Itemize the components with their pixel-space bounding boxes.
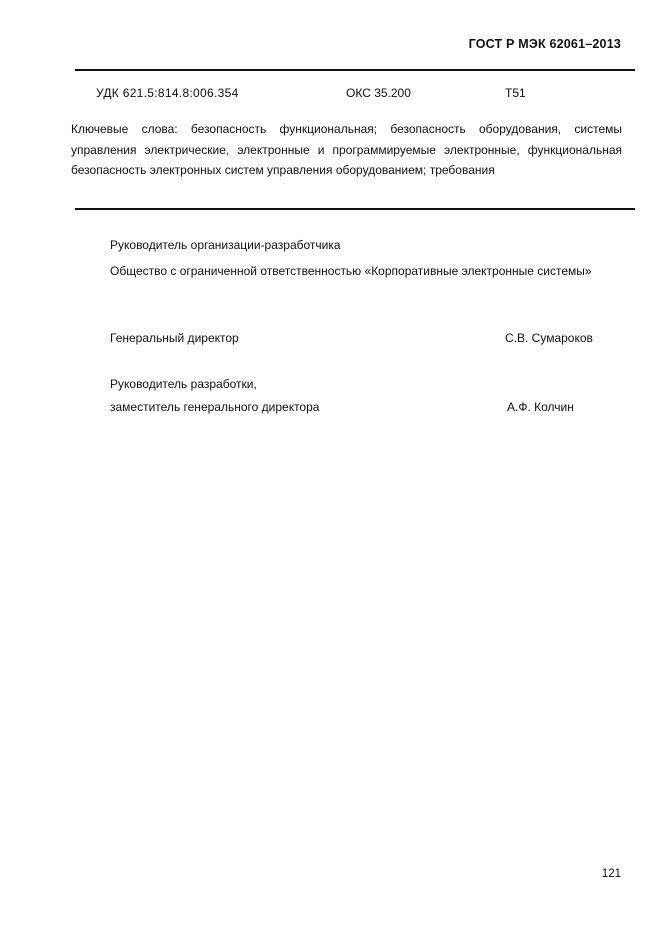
udk-code: УДК 621.5:814.8:006.354 [96, 86, 239, 100]
developer-organization: Общество с ограниченной ответственностью «Корпоративные электронные системы» [110, 264, 592, 278]
bottom-divider [75, 208, 635, 210]
top-divider [75, 69, 635, 71]
keywords-paragraph: Ключевые слова: безопасность функциональная; безопасность оборудования, системы управления электрические, электронные и программируемые электронные, функциональная безопасность электронных систем управления оборудованием; требования [71, 122, 622, 177]
oks-code: ОКС 35.200 [346, 86, 411, 100]
standard-code: ГОСТ Р МЭК 62061–2013 [468, 37, 621, 51]
director-title: Генеральный директор [110, 331, 239, 345]
group-code: Т51 [505, 86, 526, 100]
lead-heading: Руководитель разработки, [110, 377, 257, 391]
lead-title: заместитель генерального директора [110, 400, 320, 414]
developer-heading: Руководитель организации-разработчика [110, 238, 341, 252]
page-number: 121 [601, 868, 621, 880]
director-name: С.В. Сумароков [505, 331, 593, 345]
lead-name: А.Ф. Колчин [507, 400, 574, 414]
